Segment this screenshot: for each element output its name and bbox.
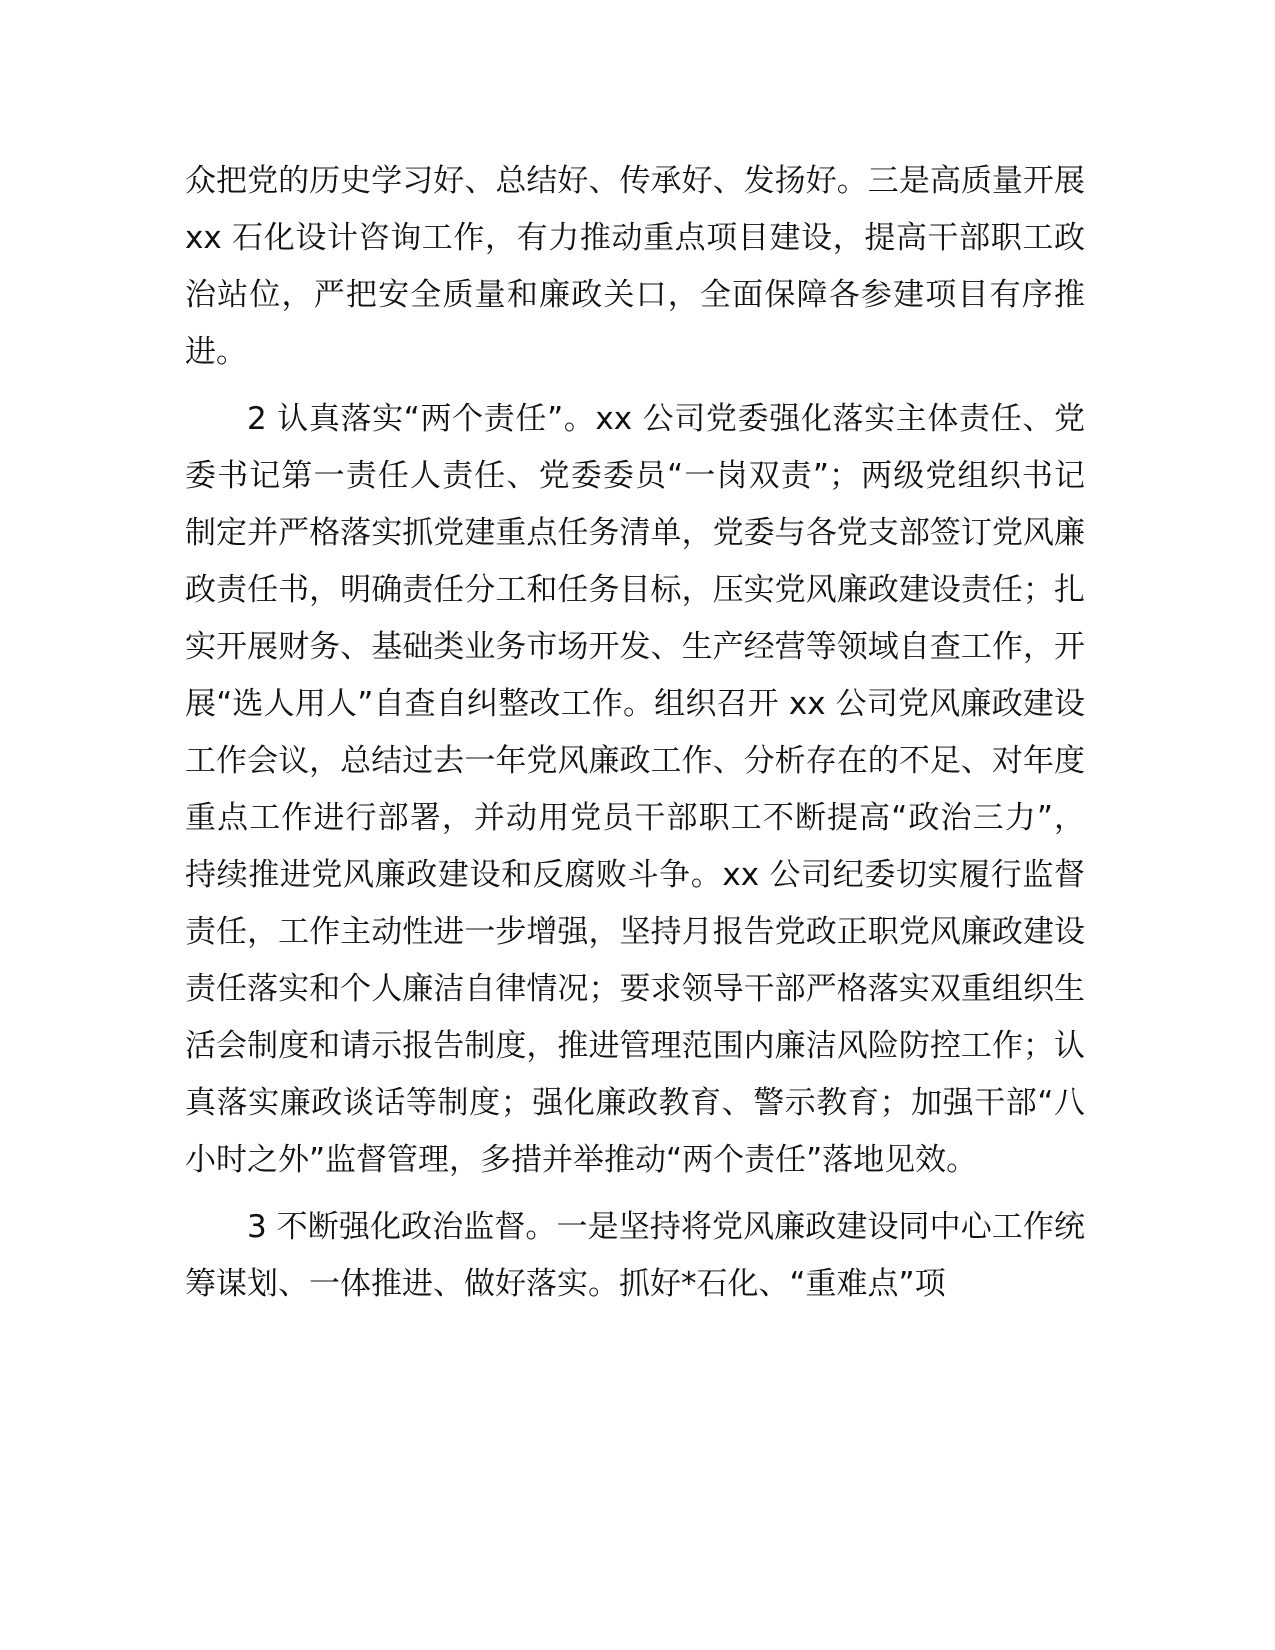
paragraph-political-supervision: 3 不断强化政治监督。一是坚持将党风廉政建设同中心工作统筹谋划、一体推进、做好落实。抓好*石化、“重难点”项: [185, 1209, 1085, 1302]
body-text: [185, 153, 1085, 1313]
paragraph-continuation: 众把党的历史学习好、总结好、传承好、发扬好。三是高质量开展 xx 石化设计咨询工作，有力推动重点项目建设，提高干部职工政治站位，严把安全质量和廉政关口，全面保障各参建项目有序推进。: [185, 163, 1085, 370]
paragraph-two-responsibilities: 2 认真落实“两个责任”。xx 公司党委强化落实主体责任、党委书记第一责任人责任、党委委员“一岗双责”；两级党组织书记制定并严格落实抓党建重点任务清单，党委与各党支部签订党风廉政责任书，明确责任分工和任务目标，压实党风廉政建设责任；扎实开展财务、基础类业务市场开发、生产经营等领域自查工作，开展“选人用人”自查自纠整改工作。组织召开 xx 公司党风廉政建设工作会议，总结过去一年党风廉政工作、分析存在的不足、对年度重点工作进行部署，并动用党员干部职工不断提高“政治三力”，持续推进党风廉政建设和反腐败斗争。xx 公司纪委切实履行监督责任，工作主动性进一步增强，坚持月报告党政正职党风廉政建设责任落实和个人廉洁自律情况；要求领导干部严格落实双重组织生活会制度和请示报告制度，推进管理范围内廉洁风险防控工作；认真落实廉政谈话等制度；强化廉政教育、警示教育；加强干部“八小时之外”监督管理，多措并举推动“两个责任”落地见效。: [185, 401, 1085, 1178]
